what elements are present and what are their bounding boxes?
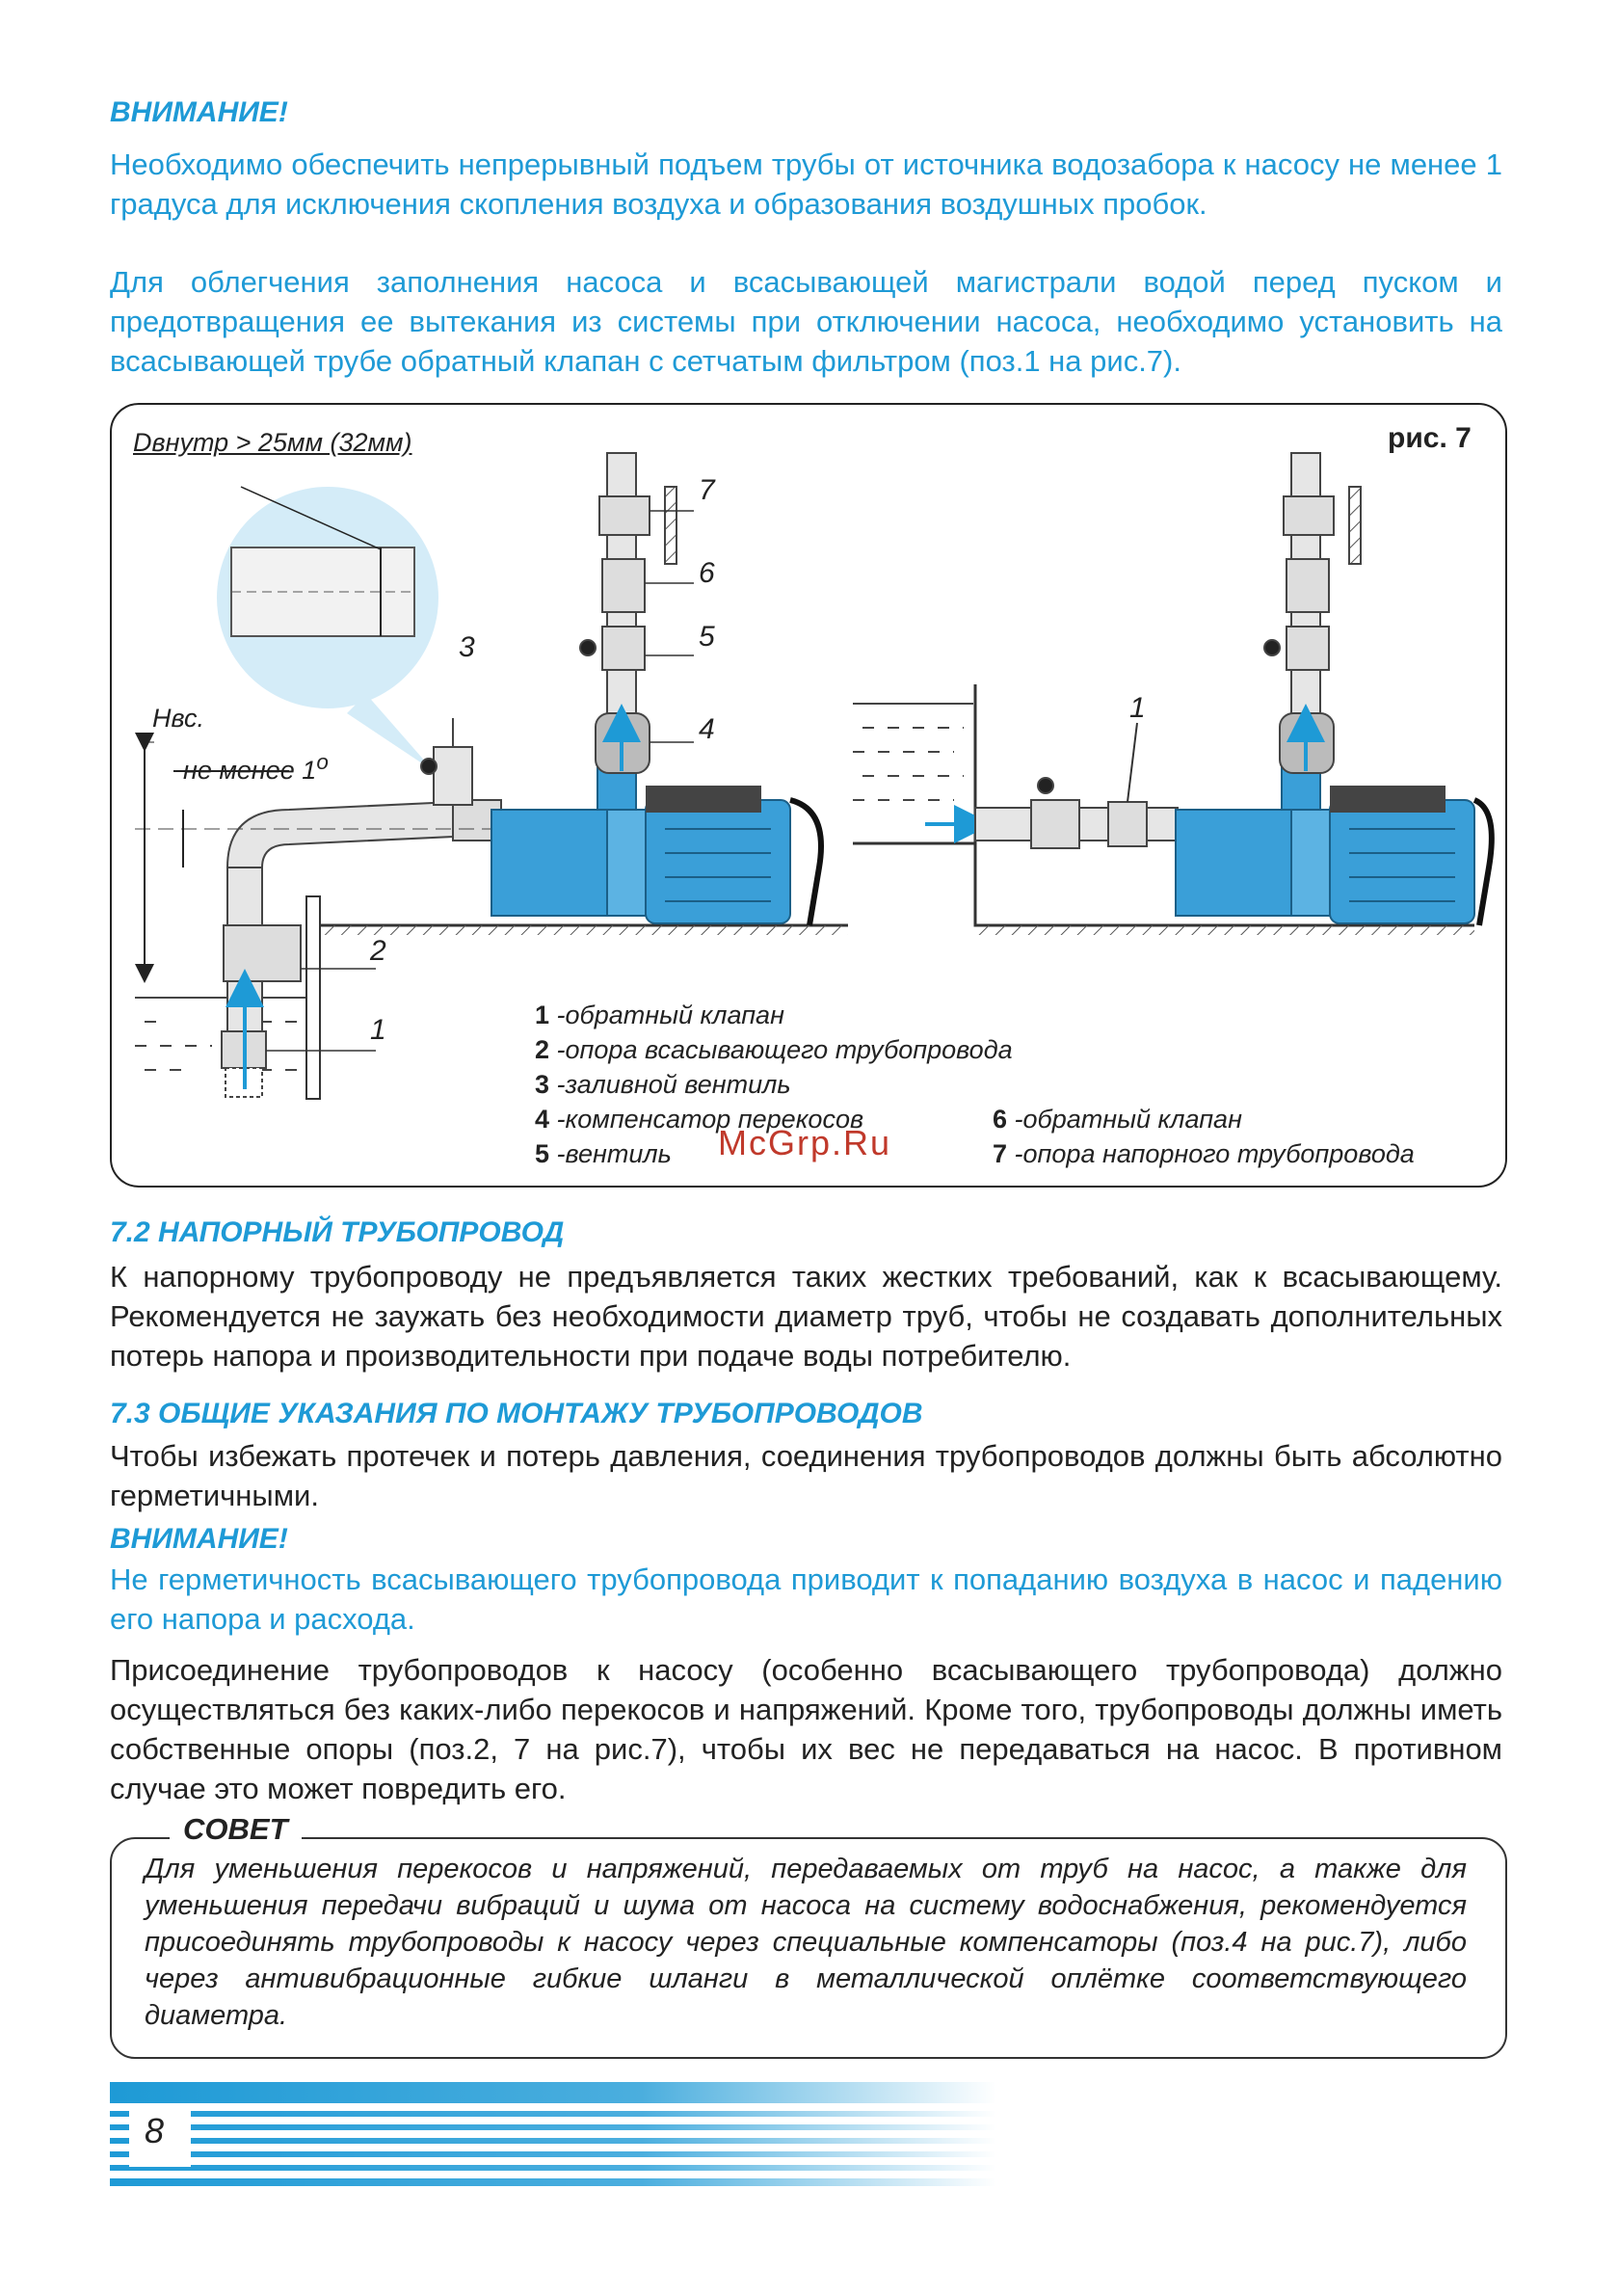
page-number: 8 [145,2111,165,2150]
legend-item-6: 6 -обратный клапан [993,1105,1242,1134]
intake-fittings [975,723,1178,848]
watermark: McGrp.Ru [718,1123,892,1162]
discharge-column-left [580,453,676,773]
callout-1: 1 [370,1014,386,1046]
filling-valve [421,718,472,805]
tip-title: СОВЕТ [170,1812,302,1847]
legend-item-1: 1 -обратный клапан [535,1001,784,1029]
section-7-3-text: Чтобы избежать протечек и потерь давления, соединения трубопроводов должны быть абсолютно герметичными. [110,1439,1502,1512]
callout-6: 6 [699,557,715,589]
pipe-magnifier [217,487,438,771]
warning2-text: Не герметичность всасывающего трубопровода приводит к попаданию воздуха в насос и падению его напора и расхода. [110,1562,1502,1636]
tip-text: Для уменьшения перекосов и напряжений, передаваемых от труб на насос, а также для уменьшения передачи вибраций и шума от насоса на систему водоснабжения, рекомендуется присоединять трубопроводы к насосу через специальные компенсаторы (поз.4 на рис.7), либо через антивибрационные гибкие шланги в металлической оплётке соответствующего диаметра. [145,1854,1467,2031]
diameter-label: Dвнутр > 25мм (32мм) [133,428,412,457]
callout-7: 7 [699,474,715,506]
hvs-label: Нвс. [152,704,204,733]
section-7-2-heading: 7.2 НАПОРНЫЙ ТРУБОПРОВОД [110,1216,565,1248]
callout-1-right: 1 [1129,692,1146,724]
legend-item-7: 7 -опора напорного трубопровода [993,1139,1415,1168]
suction-pipe [222,800,501,1097]
angle-label: не менее $1^о$ [183,750,329,785]
water-right [853,704,973,800]
legend-item-5: 5 -вентиль [535,1139,672,1168]
callout-5: 5 [699,621,715,653]
intro-text: Для облегчения заполнения насоса и всасывающей магистрали водой перед пуском и предотвращения ее вытекания из системы при отключении насоса, необходимо установить на всасывающей трубе обратный клапан с сетчатым фильтром (поз.1 на рис.7). [110,265,1502,378]
figure-title: рис. 7 [1388,422,1472,454]
legend-item-2: 2 -опора всасывающего трубопровода [535,1035,1013,1064]
section-7-2-text: К напорному трубопроводу не предъявляется таких жестких требований, как к всасывающему. Рекомендуется не заужать без необходимости диаметр труб, чтобы не создавать дополнительных потерь напора и производительности при подаче воды потребителю. [110,1260,1502,1373]
footer-band [0,2072,1618,2188]
pump-left [491,761,821,925]
legend-item-4: 4 -компенсатор перекосов [535,1105,864,1134]
warning-heading: ВНИМАНИЕ! [110,96,288,128]
pump-right [1176,761,1492,925]
warning-text: Необходимо обеспечить непрерывный подъем трубы от источника водозабора к насосу не менее 1 градуса для исключения скопления воздуха и образования воздушных пробок. [110,147,1502,221]
connection-text: Присоединение трубопроводов к насосу (особенно всасывающего трубопровода) должно осуществляться без каких-либо перекосов и напряжений. Кроме того, трубопроводы должны иметь собственные опоры (поз.2, 7 на рис.7), чтобы их вес не передаваться на насос. В противном случае это может повредить его. [110,1653,1502,1805]
callout-2: 2 [370,935,386,967]
section-7-3-heading: 7.3 ОБЩИЕ УКАЗАНИЯ ПО МОНТАЖУ ТРУБОПРОВОДОВ [110,1398,923,1429]
legend-item-3: 3 -заливной вентиль [535,1070,791,1099]
discharge-column-right [1264,453,1361,773]
callout-4: 4 [699,713,715,745]
warning2-heading: ВНИМАНИЕ! [110,1523,288,1555]
callout-3: 3 [459,631,475,663]
